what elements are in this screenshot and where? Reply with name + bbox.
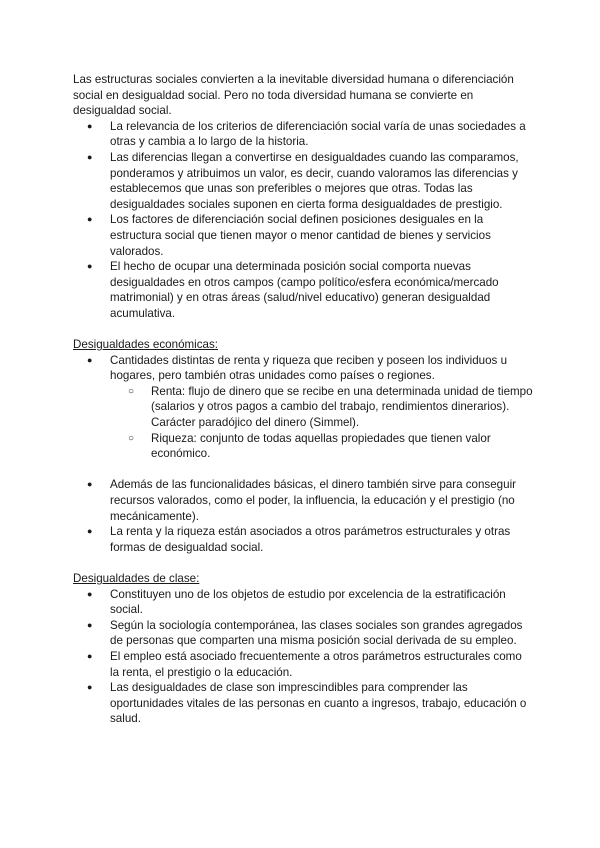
spacer xyxy=(73,462,533,478)
economic-bullet-list-2 xyxy=(73,477,533,555)
list-item: ● La relevancia de los criterios de diferenciación social varía de unas sociedades a otras y cambia a lo largo de la historia. xyxy=(73,119,533,150)
intro-bullet-list xyxy=(73,119,533,322)
section-heading-class: Desigualdades de clase: xyxy=(73,572,200,585)
class-bullet-list xyxy=(73,587,533,727)
list-item: ● El hecho de ocupar una determinada posición social comporta nuevas desigualdades en otros campos (campo político/esfera económica/mercado matrimonial) y en otras áreas (salud/nivel educativo) generan desigualdad acumulativa. xyxy=(73,259,533,321)
list-item: ● Las desigualdades de clase son imprescindibles para comprender las oportunidades vitales de las personas en cuanto a ingresos, trabajo, educación o salud. xyxy=(73,680,533,727)
list-item: ● Según la sociología contemporánea, las clases sociales son grandes agregados de personas que comparten una misma posición social derivada de su empleo. xyxy=(73,618,533,649)
section-heading-economic: Desigualdades económicas: xyxy=(73,338,219,352)
document-body xyxy=(73,72,533,727)
list-item: ● Cantidades distintas de renta y riqueza que reciben y poseen los individuos u hogares, pero también otras unidades como países o regiones. xyxy=(73,353,533,384)
intro-paragraph: Las estructuras sociales convierten a la inevitable diversidad humana o diferenciación social en desigualdad social. Pero no toda diversidad humana se convierte en desigualdad social. xyxy=(73,73,514,118)
list-item: ● Las diferencias llegan a convertirse en desigualdades cuando las comparamos, ponderamos y atribuimos un valor, es decir, cuando valoramos las diferencias y establecemos que unas son preferibles o mejores que otras. Todas las desigualdades sociales suponen en cierta forma desigualdades de prestigio. xyxy=(73,150,533,212)
list-item: ● El empleo está asociado frecuentemente a otros parámetros estructurales como la renta, el prestigio o la educación. xyxy=(73,649,533,680)
sub-list-item: ○ Riqueza: conjunto de todas aquellas propiedades que tienen valor económico. xyxy=(73,431,533,462)
list-item: ● Los factores de diferenciación social definen posiciones desiguales en la estructura social que tienen mayor o menor cantidad de bienes y servicios valorados. xyxy=(73,212,533,259)
economic-bullet-list xyxy=(73,353,533,462)
list-item: ● Además de las funcionalidades básicas, el dinero también sirve para conseguir recursos valorados, como el poder, la influencia, la educación y el prestigio (no mecánicamente). xyxy=(73,477,533,524)
list-item: ● La renta y la riqueza están asociados a otros parámetros estructurales y otras formas de desigualdad social. xyxy=(73,524,533,555)
spacer xyxy=(73,322,533,338)
sub-list-item: ○ Renta: flujo de dinero que se recibe en una determinada unidad de tiempo (salarios y otros pagos a cambio del trabajo, rendimientos dinerarios). Carácter paradójico del dinero (Simmel). xyxy=(73,384,533,431)
list-item: ● Constituyen uno de los objetos de estudio por excelencia de la estratificación social. xyxy=(73,587,533,618)
spacer xyxy=(73,555,533,571)
